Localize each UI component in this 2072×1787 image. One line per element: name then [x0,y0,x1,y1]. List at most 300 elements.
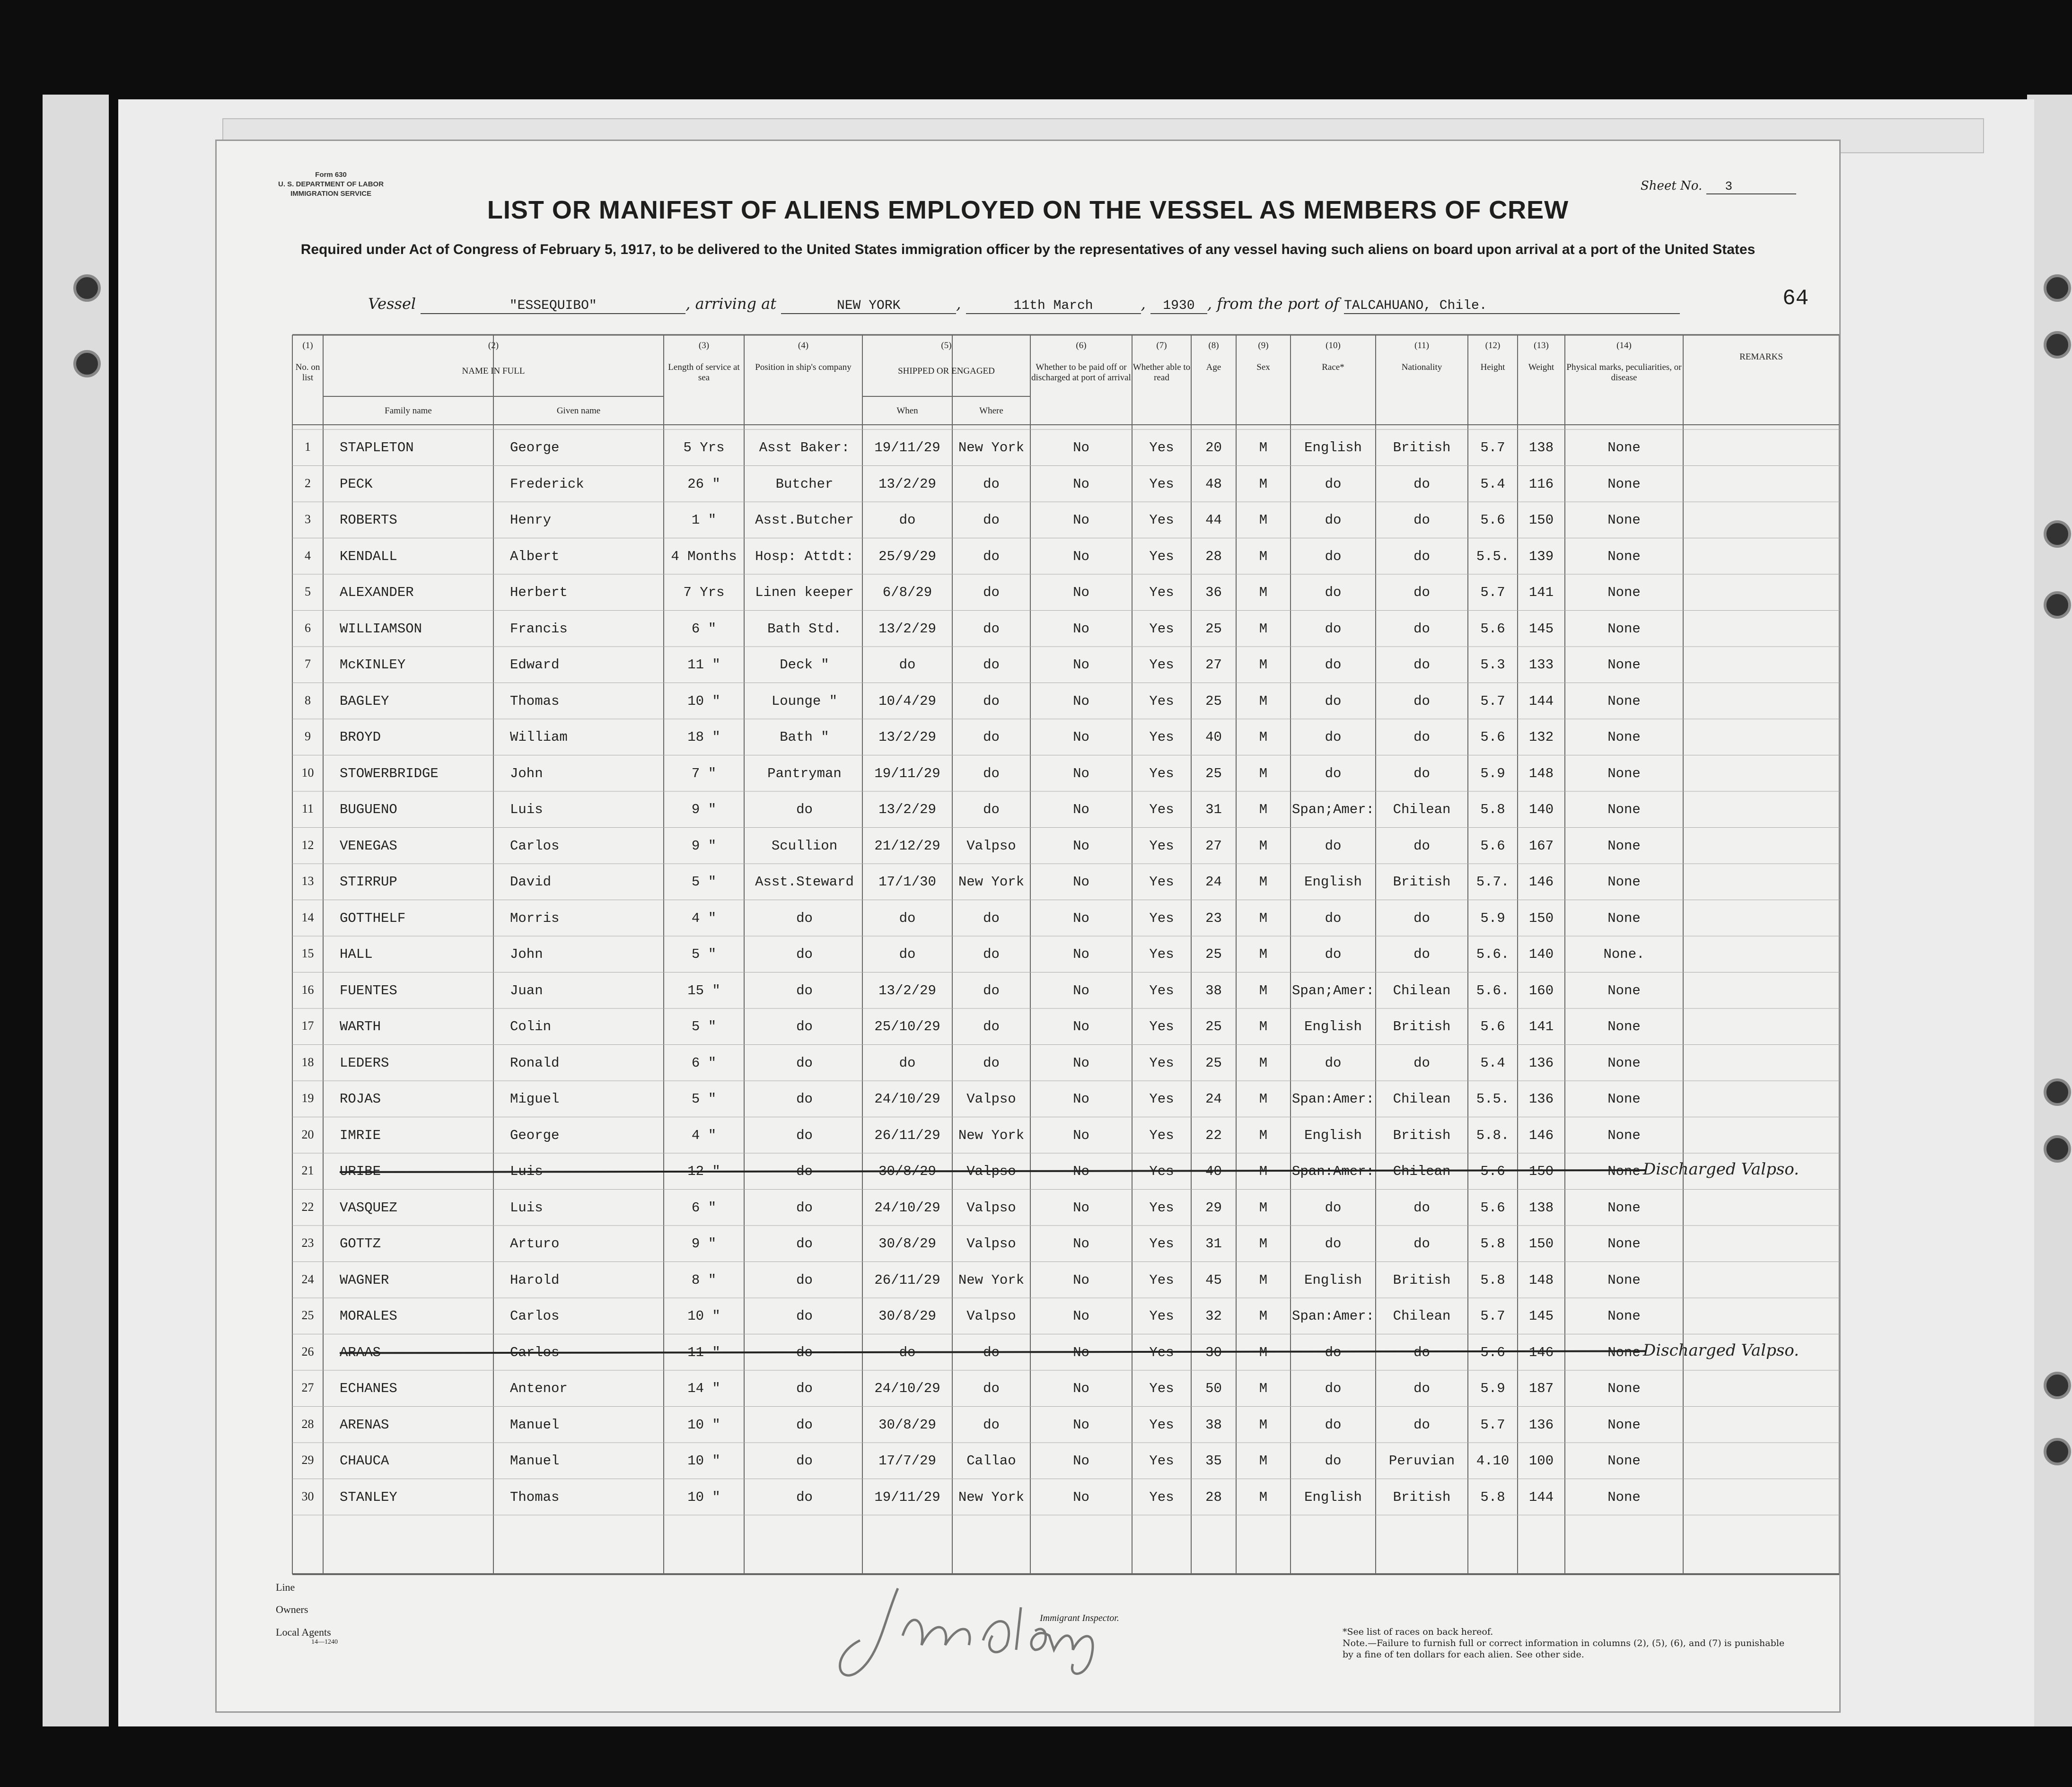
age: 24 [1205,1091,1222,1107]
able-to-read: Yes [1149,1164,1174,1179]
age: 20 [1205,440,1222,456]
row-number: 19 [301,1091,314,1105]
nationality: do [1414,946,1430,962]
paid-off: No [1073,1127,1089,1143]
height: 5.9 [1480,910,1505,926]
physical-marks: None [1607,729,1641,745]
height: 5.6 [1480,838,1505,854]
given-name: Morris [510,910,560,926]
family-name: PECK [340,476,373,492]
weight: 150 [1528,1164,1554,1179]
given-name: Thomas [510,1489,560,1505]
able-to-read: Yes [1149,440,1174,456]
age: 25 [1205,765,1222,781]
shipped-when: 19/11/29 [874,440,940,456]
race: English [1304,1019,1362,1034]
paid-off: No [1073,1236,1089,1252]
age: 27 [1205,657,1222,673]
arriving-port: NEW YORK [781,298,956,314]
length-of-service: 9 " [691,838,717,854]
length-of-service: 10 " [687,1417,720,1433]
sex: M [1259,1091,1268,1107]
shipped-when: do [899,1055,916,1071]
inspector-signature [827,1579,1158,1688]
height: 5.6. [1476,946,1510,962]
column-label: Nationality [1401,362,1442,372]
height: 5.6 [1480,621,1505,637]
shipped-when: 24/10/29 [874,1091,940,1107]
sex: M [1259,1453,1268,1469]
race: do [1325,548,1342,564]
row-number: 28 [301,1417,314,1431]
vessel-label: Vessel [368,295,416,313]
sex: M [1259,693,1268,709]
column-header-15 [1683,341,1839,362]
race: do [1325,585,1342,600]
physical-marks: None [1607,838,1641,854]
race: Span;Amer: [1291,802,1375,817]
physical-marks: None [1607,1127,1641,1143]
shipped-where: do [983,1381,1000,1396]
shipped-where: New York [958,1489,1025,1505]
column-number: (1) [302,341,313,350]
column-header-12 [1468,341,1518,373]
column-number: (13) [1534,341,1549,350]
sex: M [1259,1200,1268,1216]
given-name: Carlos [510,1344,560,1360]
column-label: Weight [1528,362,1554,372]
position: do [796,1308,813,1324]
length-of-service: 5 " [691,1091,717,1107]
sex: M [1259,621,1268,637]
column-number: (8) [1208,341,1219,350]
able-to-read: Yes [1149,1200,1174,1216]
given-name: Frederick [510,476,584,492]
able-to-read: Yes [1149,1453,1174,1469]
shipped-when: 21/12/29 [874,838,940,854]
age: 28 [1205,548,1222,564]
weight: 138 [1528,440,1554,456]
age: 40 [1205,729,1222,745]
family-name: WILLIAMSON [340,621,422,637]
given-name: William [510,729,568,745]
race: Span;Amer: [1291,982,1375,999]
physical-marks: None [1607,802,1641,817]
weight: 148 [1528,765,1554,781]
able-to-read: Yes [1149,1344,1174,1360]
race: do [1325,1453,1342,1469]
race: do [1325,1055,1342,1071]
paid-off: No [1073,729,1089,745]
nationality: British [1393,1019,1451,1034]
height: 5.7 [1480,1417,1505,1433]
age: 50 [1205,1381,1222,1396]
row-number: 4 [305,548,311,562]
nationality: do [1414,548,1430,564]
able-to-read: Yes [1149,693,1174,709]
shipped-where: do [983,1344,1000,1360]
sex: M [1259,1272,1268,1288]
height: 4.10 [1476,1453,1510,1469]
position: Asst.Steward [755,874,854,890]
shipped-when: do [899,657,916,673]
shipped-when: 30/8/29 [878,1417,936,1433]
weight: 136 [1528,1091,1554,1107]
weight: 133 [1528,657,1554,673]
nationality: do [1414,693,1430,709]
race: do [1325,1344,1342,1360]
nationality: do [1414,1344,1430,1360]
length-of-service: 26 " [687,476,720,492]
shipped-when: 30/8/29 [878,1236,936,1252]
weight: 138 [1528,1200,1554,1216]
shipped-when: 13/2/29 [878,476,936,492]
age: 25 [1205,1055,1222,1071]
family-name: McKINLEY [340,657,406,673]
column-subheader: Given name [556,406,601,416]
race: English [1304,1489,1362,1505]
length-of-service: 9 " [691,802,717,817]
shipped-when: 30/8/29 [878,1308,936,1324]
family-name: URIBE [340,1164,381,1179]
weight: 136 [1528,1417,1554,1433]
shipped-where: do [983,1055,1000,1071]
paid-off: No [1073,1055,1089,1071]
line-label: Line [276,1581,295,1593]
column-label: Race* [1322,362,1344,372]
given-name: Ronald [510,1055,560,1071]
able-to-read: Yes [1149,1091,1174,1107]
height: 5.7 [1480,585,1505,600]
sex: M [1259,1236,1268,1252]
column-header-9 [1236,341,1291,373]
position: do [796,1272,813,1288]
row-number: 7 [305,657,311,671]
column-header-4 [744,341,862,373]
family-name: ARENAS [340,1417,389,1433]
column-number: (10) [1326,341,1341,350]
able-to-read: Yes [1149,1381,1174,1396]
able-to-read: Yes [1149,765,1174,781]
shipped-where: New York [958,1127,1025,1143]
given-name: George [510,440,560,456]
sex: M [1259,476,1268,492]
column-header-2 [323,341,664,377]
sex: M [1259,1055,1268,1071]
given-name: Henry [510,512,552,528]
given-name: Manuel [510,1417,560,1433]
shipped-when: 6/8/29 [882,585,932,600]
paid-off: No [1073,657,1089,673]
age: 38 [1205,1417,1222,1433]
position: do [796,982,813,999]
given-name: Colin [510,1019,552,1034]
paid-off: No [1073,1417,1089,1433]
weight: 140 [1528,946,1554,962]
length-of-service: 11 " [687,657,720,673]
nationality: do [1414,838,1430,854]
length-of-service: 12 " [687,1164,720,1179]
row-number: 5 [305,585,311,598]
length-of-service: 4 " [691,910,717,926]
column-number: (2) [488,341,499,350]
column-label: Physical marks, peculiarities, or disease [1566,362,1682,383]
shipped-when: 17/7/29 [878,1453,936,1469]
shipped-where: Valpso [966,1308,1016,1324]
nationality: do [1414,585,1430,600]
physical-marks: None [1607,1236,1641,1252]
length-of-service: 8 " [691,1272,717,1288]
weight: 150 [1528,512,1554,528]
given-name: Edward [510,657,560,673]
given-name: Thomas [510,693,560,709]
physical-marks: None [1607,476,1641,492]
race: do [1325,1236,1342,1252]
service-name: IMMIGRATION SERVICE [290,190,372,198]
nationality: do [1414,1236,1430,1252]
given-name: Albert [510,548,560,564]
column-header-13 [1518,341,1565,373]
weight: 146 [1528,874,1554,890]
family-name: FUENTES [340,982,397,999]
paid-off: No [1073,1164,1089,1179]
row-number: 30 [301,1489,314,1503]
family-name: STAPLETON [340,440,414,456]
height: 5.7 [1480,693,1505,709]
length-of-service: 4 " [691,1127,717,1143]
column-label: Sex [1256,362,1270,372]
weight: 136 [1528,1055,1554,1071]
weight: 141 [1528,1019,1554,1034]
shipped-when: do [899,512,916,528]
paid-off: No [1073,1453,1089,1469]
family-name: IMRIE [340,1127,381,1143]
vessel-line: Vessel "ESSEQUIBO" , arriving at NEW YORK , 11th March , 1930 , from the port of TALCAHUANO, Chile. [368,295,1680,314]
physical-marks: None [1607,1055,1641,1071]
sex: M [1259,874,1268,890]
position: Asst Baker: [759,440,850,456]
family-name: STOWERBRIDGE [340,765,439,781]
nationality: do [1414,1055,1430,1071]
weight: 148 [1528,1272,1554,1288]
length-of-service: 6 " [691,1055,717,1071]
sex: M [1259,585,1268,600]
position: do [796,1164,813,1179]
length-of-service: 7 Yrs [683,585,725,600]
able-to-read: Yes [1149,476,1174,492]
able-to-read: Yes [1149,657,1174,673]
nationality: British [1393,440,1451,456]
paid-off: No [1073,1272,1089,1288]
row-number: 24 [301,1272,314,1286]
sex: M [1259,512,1268,528]
shipped-when: 19/11/29 [874,1489,940,1505]
family-name: ECHANES [340,1381,397,1396]
position: Lounge " [771,693,838,709]
physical-marks: None [1607,1489,1641,1505]
column-label: Age [1206,362,1221,372]
column-label: Length of service at sea [668,362,740,383]
paid-off: No [1073,1200,1089,1216]
paid-off: No [1073,1344,1089,1360]
position: do [796,1236,813,1252]
column-header-8 [1191,341,1236,373]
shipped-where: Valpso [966,1200,1016,1216]
shipped-where: do [983,548,1000,564]
age: 32 [1205,1308,1222,1324]
race: Span:Amer: [1291,1091,1375,1107]
column-header-5 [862,341,1030,377]
family-name: BAGLEY [340,693,389,709]
length-of-service: 5 " [691,874,717,890]
sex: M [1259,657,1268,673]
arriving-label: , arriving at [685,295,777,313]
given-name: Miguel [510,1091,560,1107]
shipped-when: 19/11/29 [874,765,940,781]
length-of-service: 18 " [687,729,720,745]
physical-marks: None [1607,1344,1641,1360]
shipped-where: do [983,621,1000,637]
race: do [1325,946,1342,962]
height: 5.8 [1480,1489,1505,1505]
shipped-when: 30/8/29 [878,1164,936,1179]
row-number: 21 [301,1164,314,1177]
sex: M [1259,1417,1268,1433]
from-port-label: , from the port of [1207,295,1339,313]
nationality: do [1414,1200,1430,1216]
shipped-when: 13/2/29 [878,982,936,999]
shipped-where: do [983,512,1000,528]
age: 36 [1205,585,1222,600]
column-number: (12) [1485,341,1501,350]
age: 29 [1205,1200,1222,1216]
row-number: 11 [301,802,314,815]
height: 5.7 [1480,440,1505,456]
nationality: do [1414,910,1430,926]
sex: M [1259,1381,1268,1396]
age: 22 [1205,1127,1222,1143]
given-name: Harold [510,1272,560,1288]
given-name: David [510,874,552,890]
column-label: SHIPPED OR ENGAGED [898,366,995,376]
physical-marks: None [1607,1164,1641,1179]
weight: 146 [1528,1127,1554,1143]
shipped-when: 25/9/29 [878,548,936,564]
page-number: 64 [1782,286,1809,311]
height: 5.6 [1480,512,1505,528]
shipped-when: 10/4/29 [878,693,936,709]
shipped-where: Callao [966,1453,1016,1469]
paid-off: No [1073,765,1089,781]
age: 27 [1205,838,1222,854]
shipped-when: 24/10/29 [874,1200,940,1216]
nationality: do [1414,657,1430,673]
nationality: do [1414,765,1430,781]
family-name: GOTTZ [340,1236,381,1252]
inspector-label: Immigrant Inspector. [1040,1613,1119,1623]
family-name: MORALES [340,1308,397,1324]
race-note: *See list of races on back hereof. [1343,1627,1493,1637]
family-name: STANLEY [340,1489,397,1505]
paid-off: No [1073,693,1089,709]
family-name: BUGUENO [340,802,397,817]
shipped-when: do [899,910,916,926]
age: 25 [1205,946,1222,962]
row-number: 10 [301,765,314,780]
family-name: ALEXANDER [340,585,414,600]
able-to-read: Yes [1149,1417,1174,1433]
column-subheader: When [896,406,918,416]
sex: M [1259,910,1268,926]
nationality: do [1414,729,1430,745]
paid-off: No [1073,548,1089,564]
column-header-7 [1132,341,1191,383]
family-name: ROBERTS [340,512,397,528]
nationality: British [1393,874,1451,890]
position: Pantryman [767,765,842,781]
sex: M [1259,1019,1268,1034]
row-number: 8 [305,693,311,707]
given-name: Francis [510,621,568,637]
physical-marks: None [1607,512,1641,528]
sex: M [1259,765,1268,781]
length-of-service: 4 Months [671,548,737,564]
nationality: do [1414,512,1430,528]
able-to-read: Yes [1149,838,1174,854]
shipped-where: Valpso [966,1091,1016,1107]
column-number: (6) [1076,341,1087,350]
column-number: (5) [941,341,952,350]
weight: 160 [1528,982,1554,999]
physical-marks: None [1607,657,1641,673]
height: 5.4 [1480,476,1505,492]
shipped-when: 26/11/29 [874,1127,940,1143]
length-of-service: 6 " [691,1200,717,1216]
race: do [1325,476,1342,492]
column-number: (4) [798,341,809,350]
column-label: NAME IN FULL [462,366,525,376]
row-number: 9 [305,729,311,743]
arrival-year: 1930 [1150,298,1207,314]
shipped-where: New York [958,874,1025,890]
physical-marks: None [1607,1308,1641,1324]
race: Span:Amer: [1291,1164,1375,1179]
paid-off: No [1073,1308,1089,1324]
age: 40 [1205,1164,1222,1179]
age: 28 [1205,1489,1222,1505]
paid-off: No [1073,1489,1089,1505]
race: do [1325,1417,1342,1433]
age: 38 [1205,982,1222,999]
height: 5.8 [1480,1272,1505,1288]
family-name: WAGNER [340,1272,389,1288]
able-to-read: Yes [1149,1019,1174,1034]
shipped-where: do [983,910,1000,926]
weight: 116 [1528,476,1554,492]
sheet-number-label: Sheet No. [1641,179,1703,193]
height: 5.9 [1480,765,1505,781]
race: do [1325,657,1342,673]
shipped-where: do [983,693,1000,709]
departure-port: TALCAHUANO, Chile. [1344,298,1680,314]
able-to-read: Yes [1149,548,1174,564]
position: Asst.Butcher [755,512,854,528]
race: do [1325,621,1342,637]
column-subheader: Where [979,406,1003,416]
column-label: No. on list [295,362,320,383]
column-number: (11) [1414,341,1429,350]
height: 5.9 [1480,1381,1505,1396]
